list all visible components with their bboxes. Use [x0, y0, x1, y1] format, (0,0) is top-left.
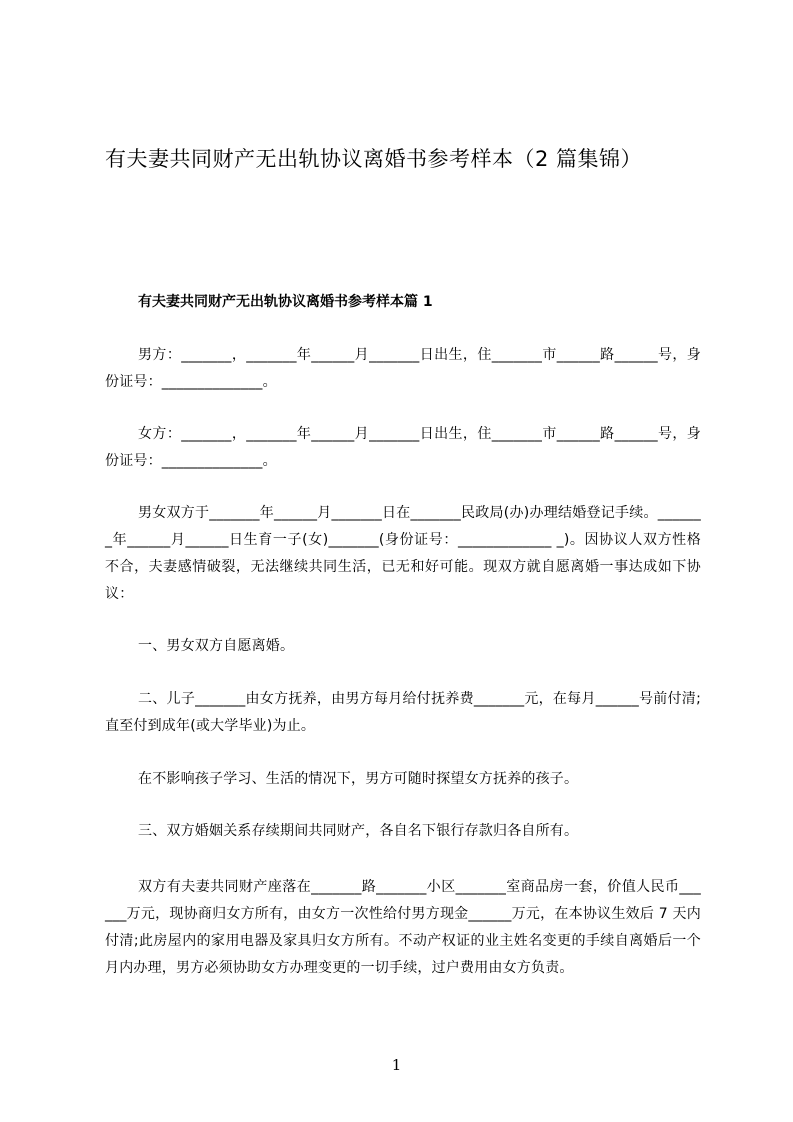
paragraph-clause-1: 一、男女双方自愿离婚。: [138, 638, 295, 654]
document-title: 有夫妻共同财产无出轨协议离婚书参考样本（2 篇集锦）: [105, 147, 643, 171]
paragraph-property: 双方有夫妻共同财产座落在_______路_______小区_______室商品房一套，价值人民币______万元，现协商归女方所有，由女方一次性给付男方现金______万元，在本协议生效后 7 天内付清;此房屋内的家用电器及家具归女方所有。不动产权证的业主姓名变更的手续自离婚后一个月内办理，男方必须协助女方办理变更的一切手续，过户费用由女方负责。: [105, 879, 701, 976]
paragraph-male-party: 男方：_______，_______年______月_______日出生，住_______市______路______号，身份证号：______________。: [105, 347, 701, 390]
paragraph-visitation: 在不影响孩子学习、生活的情况下，男方可随时探望女方抚养的孩子。: [138, 771, 579, 787]
page-number: 1: [391, 1056, 402, 1074]
paragraph-female-party: 女方：_______，_______年______月_______日出生，住_______市______路______号，身份证号：______________。: [105, 426, 701, 469]
paragraph-marriage-info: 男女双方于_______年______月_______日在_______民政局(办)办理结婚登记手续。_______年______月______日生育一子(女)_______(身份证号：_____________ _)。因协议人双方性格不合，夫妻感情破裂，无法继续共同生活，已无和好可能。现双方就自愿离婚一事达成如下协议：: [105, 505, 701, 602]
section-heading: 有夫妻共同财产无出轨协议离婚书参考样本篇 1: [138, 294, 433, 310]
paragraph-clause-3: 三、双方婚姻关系存续期间共同财产，各自名下银行存款归各自所有。: [138, 823, 579, 839]
paragraph-clause-2: 二、儿子_______由女方抚养，由男方每月给付抚养费_______元，在每月______号前付清;直至付到成年(或大学毕业)为止。: [105, 691, 701, 734]
